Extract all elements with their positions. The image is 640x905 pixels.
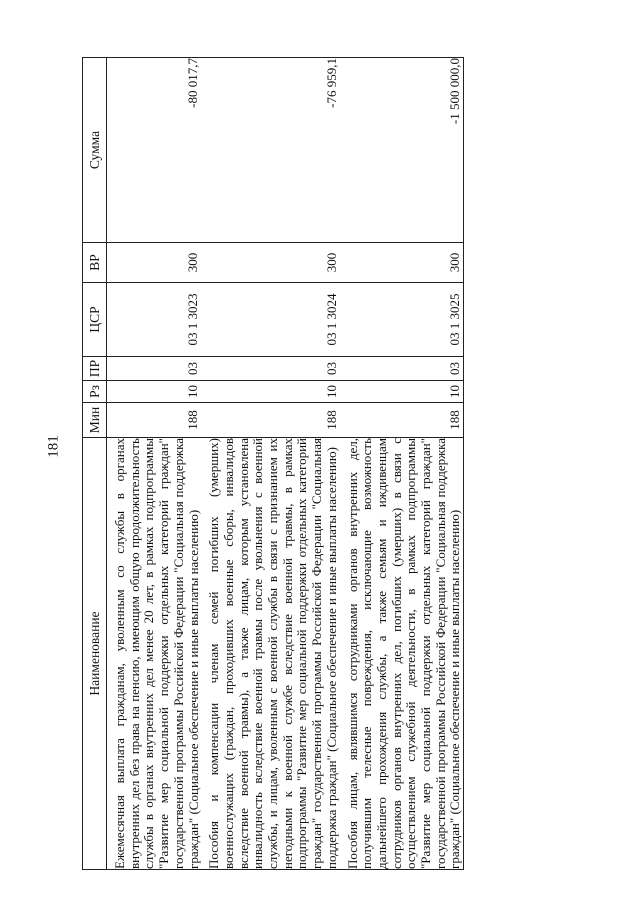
- row-vr: 300: [340, 243, 464, 283]
- budget-table: [82, 57, 464, 870]
- row-csr: 03 1 3023: [107, 283, 202, 357]
- row-pr: 03: [340, 357, 464, 381]
- row-name: Пособия и компенсации членам семей погибших (умерших) военнослужащих (граждан, проходивших военные сборы, инвалидов вследствие военной травмы), а также лицам, которым установлена инвалидность вследствие военной травмы после увольнения с военной службы, и лицам, уволенным с военной службы в связи с признанием их негодными к военной службе вследствие военной травмы, в рамках подпрограммы "Развитие мер социальной поддержки отдельных категорий граждан" государственной программы Российской Федерации "Социальная поддержка граждан" (Социальное обеспечение и иные выплаты населению): [201, 438, 339, 870]
- row-name: Пособия лицам, являвшимся сотрудниками органов внутренних дел, получившим телесные повреждения, исключающие возможность дальнейшего прохождения службы, а также семьям и иждивенцам сотрудников органов внутренних дел, погибших (умерших) в связи с осуществлением служебной деятельности, в рамках подпрограммы "Развитие мер социальной поддержки отдельных категорий граждан" государственной программы Российской Федерации "Социальная поддержка граждан" (Социальное обеспечение и иные выплаты населению): [340, 438, 464, 870]
- table-row: [340, 58, 464, 870]
- rotated-page-content: [82, 58, 598, 870]
- row-rz: 10: [201, 381, 339, 403]
- row-pr: 03: [107, 357, 202, 381]
- header-name: Наименование: [83, 438, 107, 870]
- row-min: 188: [107, 403, 202, 438]
- row-sum: -76 959,1: [201, 58, 339, 243]
- row-min: 188: [201, 403, 339, 438]
- header-csr: ЦСР: [83, 283, 107, 357]
- header-vr: ВР: [83, 243, 107, 283]
- row-csr: 03 1 3024: [201, 283, 339, 357]
- row-sum: -80 017,7: [107, 58, 202, 243]
- table-row: [107, 58, 202, 870]
- header-min: Мин: [83, 403, 107, 438]
- row-rz: 10: [107, 381, 202, 403]
- header-rz: Рз: [83, 381, 107, 403]
- row-vr: 300: [201, 243, 339, 283]
- row-name: Ежемесячная выплата гражданам, уволенным со службы в органах внутренних дел без права на пенсию, имеющим общую продолжительность службы в органах внутренних дел менее 20 лет, в рамках подпрограммы "Развитие мер социальной поддержки отдельных категорий граждан" государственной программы Российской Федерации "Социальная поддержка граждан" (Социальное обеспечение и иные выплаты населению): [107, 438, 202, 870]
- table-header-row: [83, 58, 107, 870]
- row-rz: 10: [340, 381, 464, 403]
- header-pr: ПР: [83, 357, 107, 381]
- row-csr: 03 1 3025: [340, 283, 464, 357]
- row-min: 188: [340, 403, 464, 438]
- header-sum: Сумма: [83, 58, 107, 243]
- row-sum: -1 500 000,0: [340, 58, 464, 243]
- row-vr: 300: [107, 243, 202, 283]
- row-pr: 03: [201, 357, 339, 381]
- page-number: 181: [45, 435, 62, 458]
- table-row: [201, 58, 339, 870]
